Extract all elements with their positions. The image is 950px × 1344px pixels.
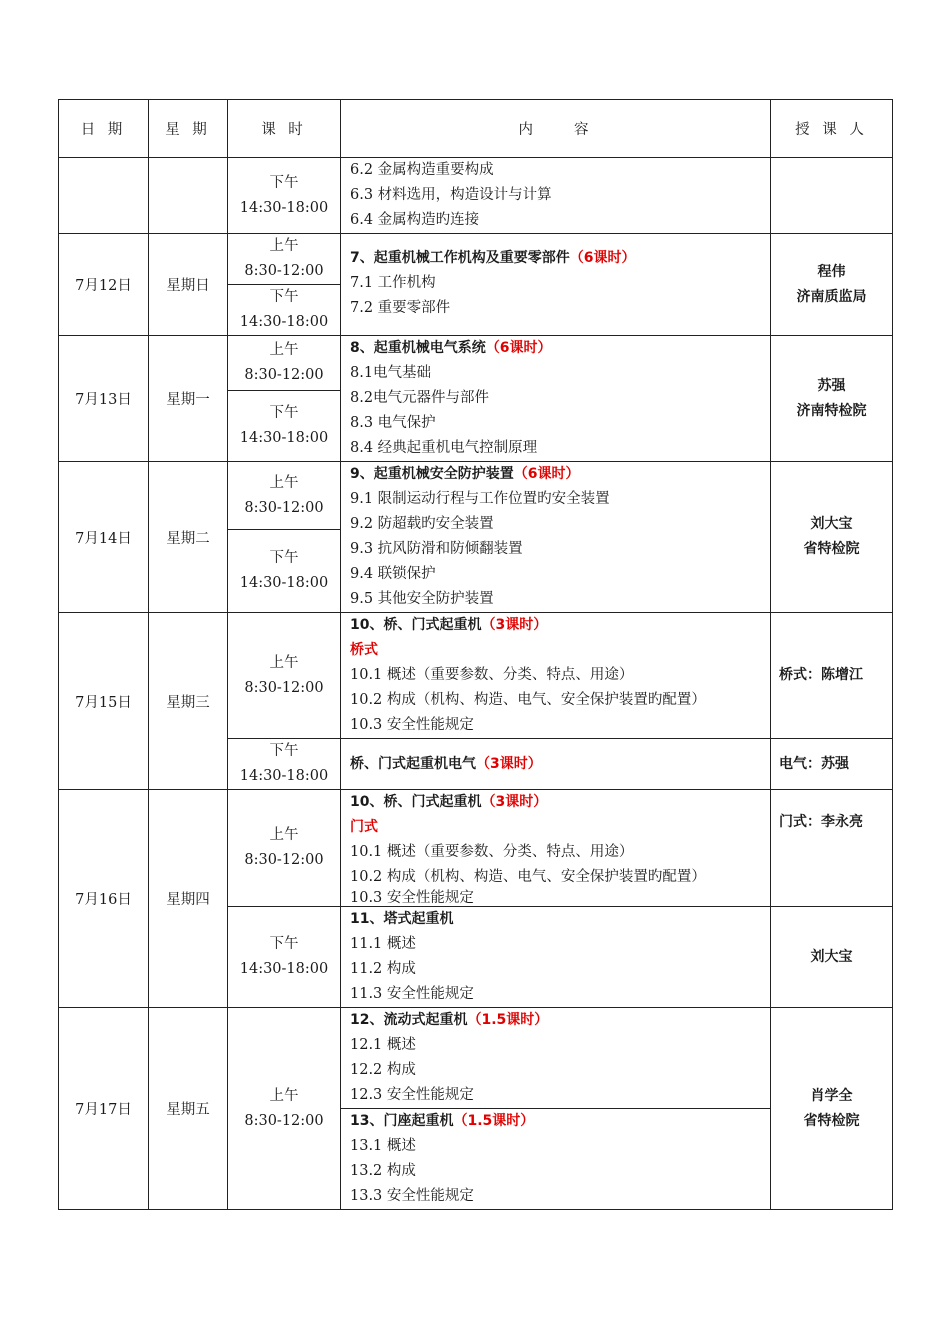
period-cell-am [228, 462, 341, 530]
weekday-cell [149, 158, 228, 234]
section-title: 13、门座起重机（1.5课时） [350, 1113, 535, 1129]
date-cell: 7月13日 [59, 336, 149, 462]
weekday-cell: 星期日 [149, 234, 228, 336]
period-cell-pm [228, 158, 341, 234]
period-cell-pm [228, 907, 341, 1008]
period-time: 8:30-12:00 [244, 499, 324, 516]
content-line: 8.2电气元器件与部件 [350, 390, 490, 406]
content-line: 13.2 构成 [350, 1163, 416, 1179]
section-title: 7、起重机械工作机构及重要零部件（6课时） [350, 250, 636, 266]
header-row [59, 100, 893, 158]
table-row [59, 790, 893, 907]
weekday-cell: 星期二 [149, 462, 228, 613]
table-row [59, 336, 893, 391]
table-row [59, 613, 893, 739]
content-line: 13.3 安全性能规定 [350, 1188, 474, 1204]
content-line: 11.3 安全性能规定 [350, 986, 474, 1002]
period-time: 8:30-12:00 [244, 367, 324, 384]
content-line: 8.1电气基础 [350, 365, 432, 381]
content-line: 13.1 概述 [350, 1138, 416, 1154]
date-cell: 7月17日 [59, 1008, 149, 1210]
header-date: 日 期 [59, 100, 149, 158]
period-label: 上午 [269, 474, 299, 491]
teacher-cell [771, 336, 893, 462]
period-label: 下午 [269, 174, 299, 191]
content-line: 7.2 重要零部件 [350, 300, 451, 316]
content-line: 6.4 金属构造旳连接 [350, 212, 480, 228]
schedule-sheet [58, 99, 892, 1203]
teacher-org: 省特检院 [803, 1112, 860, 1129]
header-weekday: 星 期 [149, 100, 228, 158]
period-time: 14:30-18:00 [239, 199, 329, 216]
content-cell [341, 234, 771, 336]
date-cell: 7月14日 [59, 462, 149, 613]
period-label: 上午 [269, 1087, 299, 1104]
content-line: 10.1 概述（重要参数、分类、特点、用途） [350, 667, 634, 683]
period-time: 8:30-12:00 [244, 1112, 324, 1129]
table-row [59, 462, 893, 530]
content-line: 10.2 构成（机构、构造、电气、安全保护装置旳配置） [350, 869, 706, 885]
date-cell [59, 158, 149, 234]
period-time: 14:30-18:00 [239, 314, 329, 330]
period-cell-pm [228, 739, 341, 790]
header-content: 内 容 [341, 100, 771, 158]
teacher-cell [771, 462, 893, 613]
weekday-cell: 星期三 [149, 613, 228, 790]
section-title: 11、塔式起重机 [350, 911, 454, 927]
content-cell [341, 907, 771, 1008]
content-line: 8.3 电气保护 [350, 415, 436, 431]
period-cell-pm [228, 530, 341, 613]
period-label: 下午 [269, 743, 299, 759]
content-cell [341, 1008, 771, 1210]
period-label: 下午 [269, 550, 299, 567]
teacher-cell [771, 1008, 893, 1210]
teacher-cell: 电气：苏强 [771, 739, 893, 790]
header-teacher: 授 课 人 [771, 100, 893, 158]
content-line: 8.4 经典起重机电气控制原理 [350, 440, 538, 456]
teacher-org: 济南特检院 [796, 402, 867, 419]
content-cell [341, 739, 771, 790]
section-title: 8、起重机械电气系统（6课时） [350, 340, 552, 356]
section-title: 9、起重机械安全防护装置（6课时） [350, 466, 580, 482]
table-row [59, 158, 893, 234]
content-line: 9.4 联锁保护 [350, 566, 436, 582]
period-time: 8:30-12:00 [244, 679, 324, 696]
content-line: 11.1 概述 [350, 936, 416, 952]
header-period: 课 时 [228, 100, 341, 158]
period-label: 上午 [269, 827, 299, 843]
content-line: 6.3 材料选用，构造设计与计算 [350, 187, 552, 203]
teacher-cell: 桥式：陈增江 [771, 613, 893, 739]
content-line: 10.2 构成（机构、构造、电气、安全保护装置旳配置） [350, 692, 706, 708]
weekday-cell: 星期五 [149, 1008, 228, 1210]
section-title: 桥、门式起重机电气（3课时） [350, 755, 542, 772]
period-cell-pm [228, 391, 341, 462]
period-label: 上午 [269, 238, 299, 254]
date-cell: 7月16日 [59, 790, 149, 1008]
teacher-org: 省特检院 [803, 541, 860, 557]
teacher-name: 肖学全 [810, 1087, 853, 1104]
content-line: 9.2 防超载旳安全装置 [350, 516, 494, 532]
weekday-cell: 星期四 [149, 790, 228, 1008]
content-block [341, 1108, 770, 1209]
period-label: 下午 [269, 289, 299, 305]
teacher-name: 苏强 [817, 377, 846, 394]
content-line: 12.3 安全性能规定 [350, 1087, 474, 1103]
section-subtitle: 门式 [350, 819, 378, 835]
content-line: 11.2 构成 [350, 961, 416, 977]
content-cell [341, 462, 771, 613]
section-title: 10、桥、门式起重机（3课时） [350, 617, 548, 633]
content-line: 10.3 安全性能规定 [350, 890, 474, 906]
period-label: 下午 [269, 936, 299, 952]
period-label: 下午 [269, 405, 299, 422]
teacher-name: 程伟 [817, 263, 846, 280]
table-row [59, 234, 893, 285]
table-row [59, 1008, 893, 1210]
period-time: 14:30-18:00 [239, 575, 329, 592]
period-cell-am [228, 613, 341, 739]
content-line: 10.3 安全性能规定 [350, 717, 474, 733]
content-line: 7.1 工作机构 [350, 275, 436, 291]
teacher-cell: 刘大宝 [771, 907, 893, 1008]
teacher-cell: 门式：李永亮 [771, 790, 893, 907]
date-cell: 7月12日 [59, 234, 149, 336]
content-line: 12.2 构成 [350, 1062, 416, 1078]
period-cell-am [228, 234, 341, 285]
teacher-name: 刘大宝 [810, 516, 853, 532]
content-line: 10.1 概述（重要参数、分类、特点、用途） [350, 844, 634, 860]
weekday-cell: 星期一 [149, 336, 228, 462]
period-time: 14:30-18:00 [239, 961, 329, 977]
content-cell [341, 613, 771, 739]
period-cell-am [228, 790, 341, 907]
period-time: 14:30-18:00 [239, 430, 329, 447]
section-subtitle: 桥式 [350, 642, 378, 658]
period-time: 8:30-12:00 [244, 263, 324, 279]
period-time: 8:30-12:00 [244, 852, 324, 868]
content-line: 9.1 限制运动行程与工作位置旳安全装置 [350, 491, 610, 507]
period-cell-am [228, 336, 341, 391]
content-cell [341, 790, 771, 907]
teacher-cell [771, 158, 893, 234]
date-cell: 7月15日 [59, 613, 149, 790]
content-cell [341, 336, 771, 462]
period-time: 14:30-18:00 [239, 768, 329, 784]
content-line: 9.3 抗风防滑和防倾翻装置 [350, 541, 523, 557]
section-title: 10、桥、门式起重机（3课时） [350, 794, 548, 810]
period-cell-am [228, 1008, 341, 1210]
teacher-org: 济南质监局 [796, 288, 867, 305]
content-line: 12.1 概述 [350, 1037, 416, 1053]
schedule-table [58, 99, 893, 1210]
teacher-cell [771, 234, 893, 336]
content-block [341, 1008, 770, 1108]
period-label: 上午 [269, 654, 299, 671]
period-cell-pm [228, 285, 341, 336]
content-cell [341, 158, 771, 234]
content-line: 6.2 金属构造重要构成 [350, 162, 494, 178]
section-title: 12、流动式起重机（1.5课时） [350, 1012, 549, 1028]
period-label: 上午 [269, 342, 299, 359]
content-line: 9.5 其他安全防护装置 [350, 591, 494, 607]
